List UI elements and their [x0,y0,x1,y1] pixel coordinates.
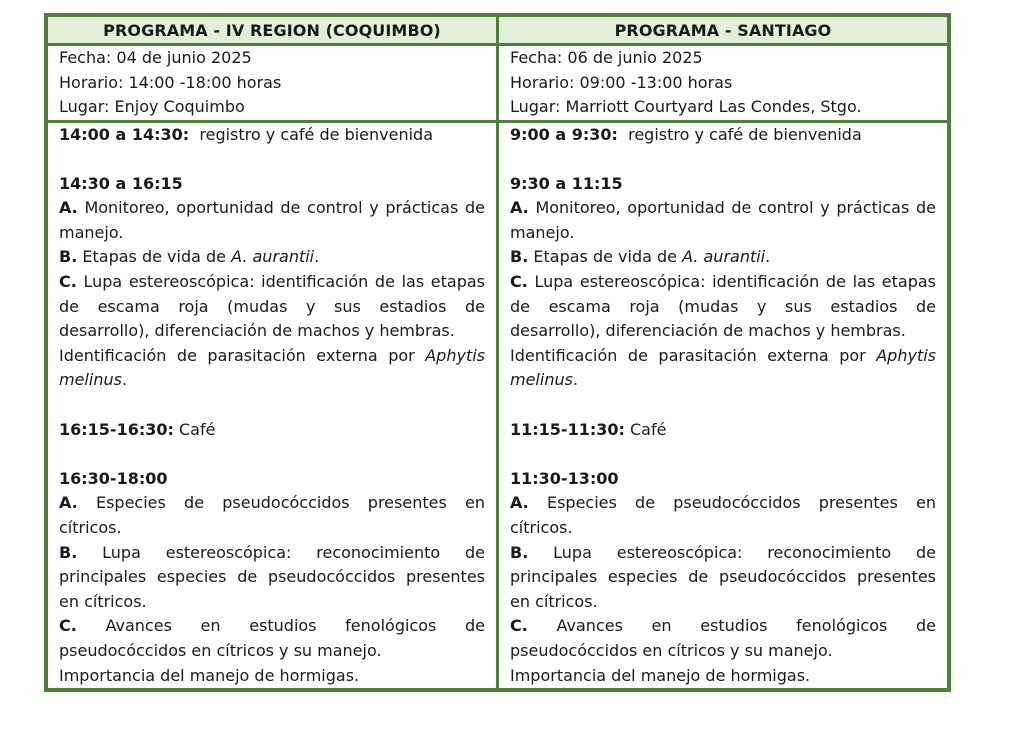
item-text: Especies de pseudocóccidos presentes en cítricos. [510,493,936,537]
species-name: Aphytis melinus [510,345,936,390]
item-text: . [314,247,320,267]
header-santiago: PROGRAMA - SANTIAGO [498,15,950,45]
lugar-santiago: Lugar: Marriott Courtyard Las Condes, Stgo. [510,97,862,116]
session-2-time: 9:30 a 11:15 [510,173,623,193]
item-text: Especies de pseudocóccidos presentes en cítricos. [59,493,485,537]
species-name: A. aurantii [682,247,766,267]
program-table [44,13,951,692]
item-text: Identificación de parasitación externa por [59,345,426,365]
item-label: C. [510,272,528,292]
fecha-coquimbo: Fecha: 04 de junio 2025 [59,48,252,67]
session-3-time: 11:15-11:30: [510,419,625,439]
item-text: Identificación de parasitación externa por [510,345,877,365]
session-4-item-a [510,491,936,540]
item-text: Monitoreo, oportunidad de control y prácticas de manejo. [510,198,936,242]
item-text: Lupa estereoscópica: identificación de las etapas de escama roja (mudas y sus estadios de desarrollo), diferenciación de machos y hembras. [510,272,936,341]
session-2-item-b [510,245,936,270]
session-2-time: 14:30 a 16:15 [59,173,183,193]
item-label: C. [59,616,77,636]
session-4-item-d: Importancia del manejo de hormigas. [510,665,811,685]
item-text: Lupa estereoscópica: identificación de las etapas de escama roja (mudas y sus estadios de desarrollo), diferenciación de machos y hembras. [59,272,485,341]
session-2-item-a [59,196,485,245]
session-3-time: 16:15-16:30: [59,419,174,439]
item-text: Etapas de vida de [82,247,232,267]
species-name: A. aurantii [231,247,315,267]
header-row [46,15,949,45]
session-2-item-d [510,344,936,393]
session-4-item-c [510,614,936,663]
session-2-item-c [510,270,936,344]
session-2-item-c [59,270,485,344]
item-text: . [572,370,579,390]
session-4-time: 16:30-18:00 [59,468,168,488]
fecha-santiago: Fecha: 06 de junio 2025 [510,48,703,67]
session-1-time: 14:00 a 14:30: [59,124,190,144]
item-label: A. [59,198,78,218]
item-text: Etapas de vida de [533,247,683,267]
item-label: C. [510,616,528,636]
session-2-item-b [59,245,485,270]
item-text: Lupa estereoscópica: reconocimiento de principales especies de pseudocóccidos presentes en cítricos. [510,542,936,611]
item-text: Avances en estudios fenológicos de pseudocóccidos en cítricos y su manejo. [510,616,936,660]
item-label: A. [510,198,529,218]
session-1-text: registro y café de bienvenida [628,124,862,144]
session-1-time: 9:00 a 9:30: [510,124,618,144]
session-4-time: 11:30-13:00 [510,468,619,488]
item-label: A. [59,493,78,513]
horario-coquimbo: Horario: 14:00 -18:00 horas [59,72,282,92]
item-text: Lupa estereoscópica: reconocimiento de principales especies de pseudocóccidos presentes en cítricos. [59,542,485,611]
item-text: . [121,370,128,390]
session-1-text: registro y café de bienvenida [199,124,434,144]
agenda-coquimbo [46,121,498,690]
item-text: Avances en estudios fenológicos de pseudocóccidos en cítricos y su manejo. [59,616,485,660]
item-label: B. [59,247,78,267]
horario-santiago: Horario: 09:00 -13:00 horas [510,72,733,92]
session-2-item-a [510,196,936,245]
species-name: Aphytis melinus [59,345,485,390]
item-label: A. [510,493,529,513]
agenda-row [46,121,949,690]
item-label: B. [510,542,529,562]
item-label: B. [510,247,529,267]
session-4-item-a [59,491,485,540]
lugar-coquimbo: Lugar: Enjoy Coquimbo [59,97,245,116]
item-label: B. [59,542,78,562]
item-text: . [765,247,771,267]
session-1 [510,123,936,148]
item-label: C. [59,272,77,292]
session-4-item-c [59,614,485,663]
session-3-text: Café [179,419,216,439]
session-4-item-d: Importancia del manejo de hormigas. [59,665,360,685]
session-3-text: Café [630,419,667,439]
session-4-item-b [510,541,936,615]
session-3 [59,418,485,443]
agenda-santiago [498,121,950,690]
info-coquimbo [46,45,498,122]
session-1 [59,123,485,148]
info-row [46,45,949,122]
header-coquimbo: PROGRAMA - IV REGION (COQUIMBO) [46,15,498,45]
info-santiago [498,45,950,122]
session-4-item-b [59,541,485,615]
session-2-item-d [59,344,485,393]
item-text: Monitoreo, oportunidad de control y prácticas de manejo. [59,198,485,242]
session-3 [510,418,936,443]
